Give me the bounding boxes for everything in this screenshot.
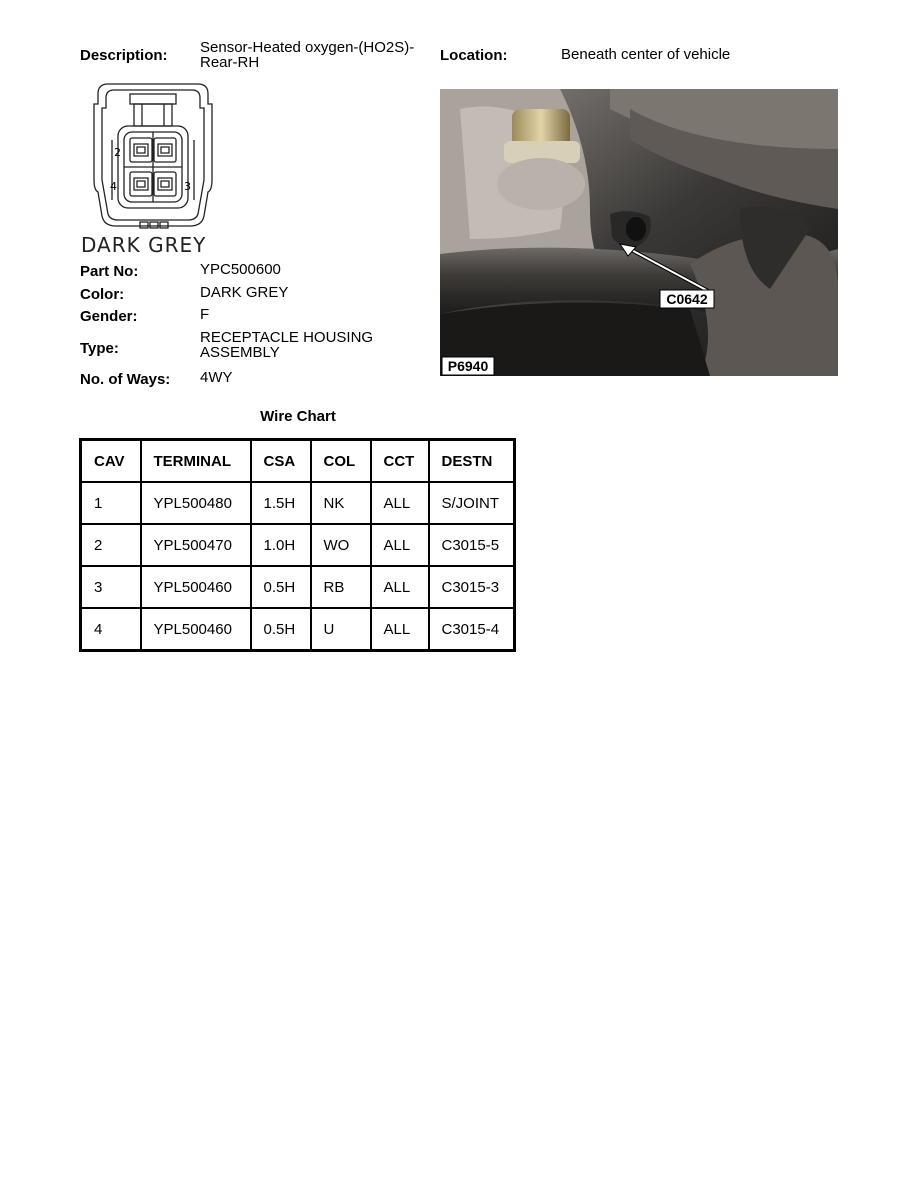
table-row <box>81 482 515 524</box>
table-row <box>81 524 515 566</box>
table-row <box>81 608 515 651</box>
connector-face-diagram <box>78 80 228 260</box>
type-label: Type: <box>80 340 119 357</box>
cell-csa: 0.5H <box>251 608 311 651</box>
connector-callout-label: C0642 <box>666 291 708 307</box>
ways-value: 4WY <box>200 369 233 386</box>
column-header-cct: CCT <box>371 440 429 483</box>
cell-col: NK <box>311 482 371 524</box>
color-label: Color: <box>80 286 125 303</box>
description-value-line2: Rear-RH <box>200 54 260 71</box>
table-row <box>81 566 515 608</box>
gender-label: Gender: <box>80 308 138 325</box>
cell-csa: 1.5H <box>251 482 311 524</box>
connector-color-caption: DARK GREY <box>81 233 207 257</box>
part-no-label: Part No: <box>80 263 139 280</box>
cell-terminal: YPL500470 <box>141 524 251 566</box>
description-value-line1: Sensor-Heated oxygen-(HO2S)- <box>200 39 415 56</box>
color-value: DARK GREY <box>200 284 289 301</box>
column-header-terminal: TERMINAL <box>141 440 251 483</box>
cell-cav: 3 <box>81 566 141 608</box>
cell-cct: ALL <box>371 524 429 566</box>
photo-id-label: P6940 <box>447 358 489 374</box>
type-value <box>200 330 373 360</box>
pin-label-3: 3 <box>184 180 191 193</box>
location-label: Location: <box>440 47 508 64</box>
cell-cct: ALL <box>371 566 429 608</box>
column-header-csa: CSA <box>251 440 311 483</box>
table-header-row <box>81 440 515 483</box>
cell-csa: 0.5H <box>251 566 311 608</box>
cell-terminal: YPL500460 <box>141 608 251 651</box>
type-value-line2: ASSEMBLY <box>200 344 280 361</box>
description-label: Description: <box>80 47 168 64</box>
cell-cct: ALL <box>371 608 429 651</box>
cell-terminal: YPL500460 <box>141 566 251 608</box>
cell-cav: 1 <box>81 482 141 524</box>
type-value-line1: RECEPTACLE HOUSING <box>200 329 374 346</box>
pin-label-4: 4 <box>110 180 117 193</box>
column-header-cav: CAV <box>81 440 141 483</box>
cell-destn: C3015-5 <box>429 524 515 566</box>
description-value <box>200 40 440 70</box>
wire-chart-title: Wire Chart <box>260 408 336 425</box>
cell-destn: C3015-3 <box>429 566 515 608</box>
cell-col: U <box>311 608 371 651</box>
gender-value: F <box>200 306 210 323</box>
cell-cav: 2 <box>81 524 141 566</box>
cell-col: WO <box>311 524 371 566</box>
column-header-col: COL <box>311 440 371 483</box>
part-no-value: YPC500600 <box>200 261 281 278</box>
cell-terminal: YPL500480 <box>141 482 251 524</box>
wire-chart-table <box>79 438 516 652</box>
pin-label-2: 2 <box>114 146 121 159</box>
location-value: Beneath center of vehicle <box>561 46 731 63</box>
cell-destn: S/JOINT <box>429 482 515 524</box>
cell-cav: 4 <box>81 608 141 651</box>
cell-cct: ALL <box>371 482 429 524</box>
cell-col: RB <box>311 566 371 608</box>
cell-csa: 1.0H <box>251 524 311 566</box>
ways-label: No. of Ways: <box>80 371 171 388</box>
column-header-destn: DESTN <box>429 440 515 483</box>
cell-destn: C3015-4 <box>429 608 515 651</box>
location-photo <box>440 89 838 376</box>
